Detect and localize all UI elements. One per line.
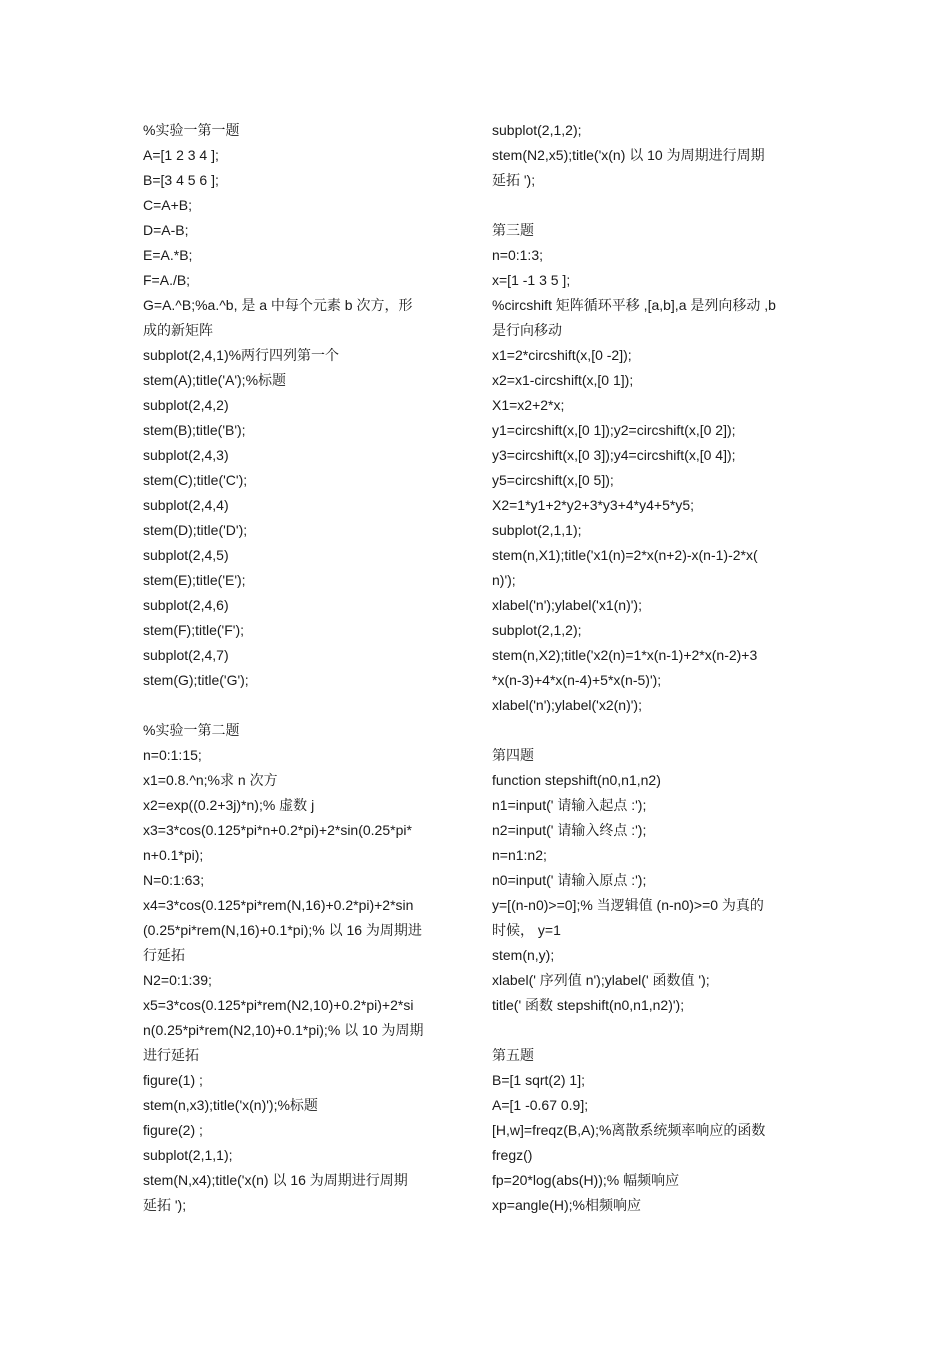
- left-code-line: C=A+B;: [143, 197, 193, 213]
- left-code-line: stem(B);title('B');: [143, 422, 246, 438]
- left-code-line: N=0:1:63;: [143, 872, 205, 888]
- left-code-line: x5=3*cos(0.125*pi*rem(N2,10)+0.2*pi)+2*si: [143, 997, 414, 1013]
- left-code-line: D=A-B;: [143, 222, 189, 238]
- right-code-line: subplot(2,1,2);: [492, 122, 582, 138]
- right-code-line: x=[1 -1 3 5 ];: [492, 272, 571, 288]
- left-code-line: n(0.25*pi*rem(N2,10)+0.1*pi);% 以 10 为周期: [143, 1022, 424, 1038]
- left-code-line: x2=exp((0.2+3j)*n);% 虚数 j: [143, 797, 315, 813]
- right-code-line: X2=1*y1+2*y2+3*y3+4*y4+5*y5;: [492, 497, 694, 513]
- left-code-line: B=[3 4 5 6 ];: [143, 172, 219, 188]
- right-code-line: stem(n,y);: [492, 947, 555, 963]
- right-code-line: fp=20*log(abs(H));% 幅频响应: [492, 1172, 680, 1188]
- left-code-line: subplot(2,4,1)%两行四列第一个: [143, 347, 340, 363]
- right-code-line: x2=x1-circshift(x,[0 1]);: [492, 372, 634, 388]
- right-code-line: subplot(2,1,1);: [492, 522, 582, 538]
- right-code-line: stem(n,X2);title('x2(n)=1*x(n-1)+2*x(n-2)+3: [492, 647, 758, 663]
- left-code-line: G=A.^B;%a.^b, 是 a 中每个元素 b 次方，形: [143, 297, 413, 313]
- right-code-line: X1=x2+2*x;: [492, 397, 565, 413]
- left-code-line: 延拓 ');: [143, 1197, 187, 1213]
- left-code-line: stem(F);title('F');: [143, 622, 245, 638]
- left-code-line: %实验一第一题: [143, 122, 240, 138]
- left-code-line: stem(A);title('A');%标题: [143, 372, 287, 388]
- right-code-line: 第五题: [492, 1047, 534, 1063]
- right-code-line: y1=circshift(x,[0 1]);y2=circshift(x,[0 2]);: [492, 422, 736, 438]
- right-code-line: y3=circshift(x,[0 3]);y4=circshift(x,[0 4]);: [492, 447, 736, 463]
- left-code-line: stem(E);title('E');: [143, 572, 246, 588]
- left-code-line: N2=0:1:39;: [143, 972, 212, 988]
- right-code-line: xlabel(' 序列值 n');ylabel(' 函数值 ');: [492, 972, 710, 988]
- right-code-line: xp=angle(H);%相频响应: [492, 1197, 641, 1213]
- left-code-line: E=A.*B;: [143, 247, 193, 263]
- left-code-line: subplot(2,4,6): [143, 597, 229, 613]
- right-code-column: [492, 118, 810, 1218]
- right-code-line: xlabel('n');ylabel('x2(n)');: [492, 697, 642, 713]
- right-code-line: B=[1 sqrt(2) 1];: [492, 1072, 585, 1088]
- left-code-line: stem(n,x3);title('x(n)');%标题: [143, 1097, 318, 1113]
- right-code-line: [H,w]=freqz(B,A);%离散系统频率响应的函数: [492, 1122, 766, 1138]
- right-code-line: title(' 函数 stepshift(n0,n1,n2)');: [492, 997, 685, 1013]
- left-code-line: stem(G);title('G');: [143, 672, 249, 688]
- left-code-line: F=A./B;: [143, 272, 191, 288]
- left-code-line: subplot(2,4,5): [143, 547, 229, 563]
- right-code-line: function stepshift(n0,n1,n2): [492, 772, 661, 788]
- left-code-line: x3=3*cos(0.125*pi*n+0.2*pi)+2*sin(0.25*pi*: [143, 822, 412, 838]
- left-code-line: subplot(2,4,7): [143, 647, 229, 663]
- left-code-line: 进行延拓: [143, 1047, 199, 1063]
- right-code-line: y=[(n-n0)>=0];% 当逻辑值 (n-n0)>=0 为真的: [492, 897, 764, 913]
- left-code-column: [143, 118, 461, 1218]
- right-code-line: fregz(): [492, 1147, 533, 1163]
- right-code-line: A=[1 -0.67 0.9];: [492, 1097, 589, 1113]
- right-code-line: *x(n-3)+4*x(n-4)+5*x(n-5)');: [492, 672, 662, 688]
- left-code-line: 成的新矩阵: [143, 322, 213, 338]
- right-code-line: [492, 718, 810, 743]
- right-code-line: 延拓 ');: [492, 172, 536, 188]
- right-code-line: [492, 1018, 810, 1043]
- right-code-line: 第四题: [492, 747, 534, 763]
- left-code-line: figure(1) ;: [143, 1072, 203, 1088]
- left-code-line: [143, 693, 461, 718]
- left-code-line: %实验一第二题: [143, 722, 240, 738]
- right-code-line: n1=input(' 请输入起点 :');: [492, 797, 647, 813]
- right-code-line: n0=input(' 请输入原点 :');: [492, 872, 647, 888]
- right-code-line: 是行向移动: [492, 322, 562, 338]
- right-code-line: n2=input(' 请输入终点 :');: [492, 822, 647, 838]
- left-code-line: stem(N,x4);title('x(n) 以 16 为周期进行周期: [143, 1172, 408, 1188]
- left-code-line: n+0.1*pi);: [143, 847, 204, 863]
- right-code-line: n)');: [492, 572, 516, 588]
- right-code-line: 时候， y=1: [492, 922, 561, 938]
- left-code-line: subplot(2,4,3): [143, 447, 229, 463]
- right-code-line: stem(N2,x5);title('x(n) 以 10 为周期进行周期: [492, 147, 765, 163]
- left-code-line: figure(2) ;: [143, 1122, 203, 1138]
- right-code-line: [492, 193, 810, 218]
- left-code-line: subplot(2,4,4): [143, 497, 229, 513]
- right-code-line: xlabel('n');ylabel('x1(n)');: [492, 597, 642, 613]
- left-code-line: stem(C);title('C');: [143, 472, 248, 488]
- left-code-line: subplot(2,4,2): [143, 397, 229, 413]
- right-code-line: subplot(2,1,2);: [492, 622, 582, 638]
- left-code-line: stem(D);title('D');: [143, 522, 248, 538]
- right-code-line: %circshift 矩阵循环平移 ,[a,b],a 是列向移动 ,b: [492, 297, 776, 313]
- left-code-line: (0.25*pi*rem(N,16)+0.1*pi);% 以 16 为周期进: [143, 922, 422, 938]
- left-code-line: A=[1 2 3 4 ];: [143, 147, 219, 163]
- left-code-line: 行延拓: [143, 947, 185, 963]
- right-code-line: y5=circshift(x,[0 5]);: [492, 472, 614, 488]
- right-code-line: 第三题: [492, 222, 534, 238]
- right-code-line: x1=2*circshift(x,[0 -2]);: [492, 347, 632, 363]
- right-code-line: n=0:1:3;: [492, 247, 543, 263]
- left-code-line: x1=0.8.^n;%求 n 次方: [143, 772, 278, 788]
- left-code-line: subplot(2,1,1);: [143, 1147, 233, 1163]
- left-code-line: n=0:1:15;: [143, 747, 202, 763]
- right-code-line: stem(n,X1);title('x1(n)=2*x(n+2)-x(n-1)-2*x(: [492, 547, 758, 563]
- right-code-line: n=n1:n2;: [492, 847, 547, 863]
- left-code-line: x4=3*cos(0.125*pi*rem(N,16)+0.2*pi)+2*sin: [143, 897, 414, 913]
